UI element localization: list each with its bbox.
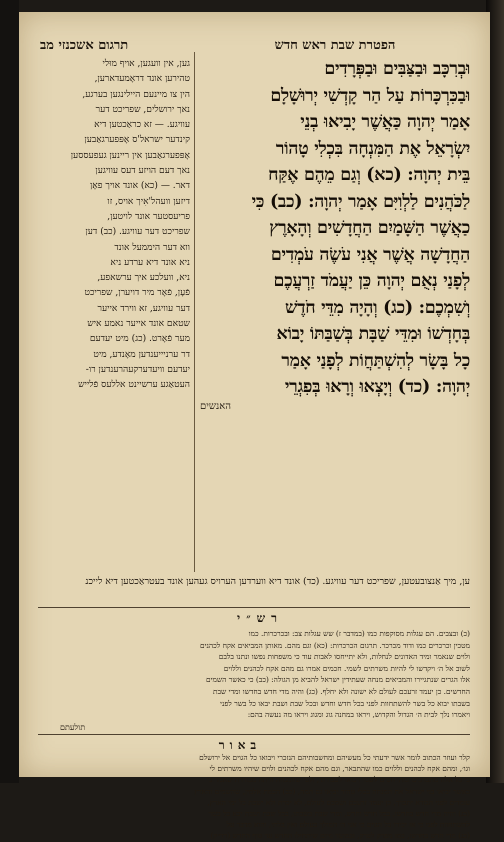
rashi-line: אלו הגרים שנתגיירו והמביאים מנחה שעתידין ישראל להביא מן הגולה: (כב) כי כאשר השמים <box>205 675 470 685</box>
biur-line: וגו׳, ומהם אקח לכהנים וללוים כמו שהתבאר, וגם מהם אקח לכהנים ולוים שיהיו משרתים לי <box>209 764 470 774</box>
main-text-line: הַחֲדָשָׁה אֲשֶׁר אֲנִי עֹשֶׂה עֹמְדִים <box>270 244 470 265</box>
main-text-line: יְהוָה: (כד) וְיָצְאוּ וְרָאוּ בְּפִגְרֵי <box>284 377 470 397</box>
rashi-line: בשבתו יבוא כל בשר להשתחוות לפני בכל חדש וחדש ובכל שבת ושבת יבאו כל בשר לפני <box>220 698 470 708</box>
column-divider <box>194 52 195 572</box>
running-header-main: הפטרת שבת ראש חדש <box>274 38 396 53</box>
translation-line: גען, אין וועגען, אויף מוּלי <box>102 59 190 69</box>
biur-line: עומדים לפני הבורא יתברך, כן יעמד זרעכם ושמכם לעולם, לא יכרת ולא ישבת כל ימי הארץ, <box>207 797 470 807</box>
translation-line: העטאַגע ערשיינט אללעס פֿלייש <box>78 380 190 391</box>
translation-line: קינדער ישראל'ס אָפּפערגאַבען <box>84 135 190 146</box>
translation-line: נאך דעם הויזע דעס עוויגען <box>95 166 190 177</box>
biur-line: כי כל אלה מתברכים ומתייחסים לשמי ויבואו לעבודתי, ולפי שהמנחה היתה מבוררת שאמר כי <box>206 775 470 785</box>
rashi-line: (כ) ובצבים. הם עגלות מסוקפות כמו (במדבר ז) שש עגלות צב: ובכרכרות. כמו <box>248 629 470 638</box>
translation-line: דער עוויגע, זא ווירד אייער <box>97 303 190 314</box>
main-hebrew-text <box>200 56 470 413</box>
main-text-line: אָמַר יְהוָה כַּאֲשֶׁר יָבִיאוּ בְנֵי <box>300 112 470 132</box>
rashi-line: ויאמרו נלך לבית ה׳ הגדול והקדוש, ויראו במחנה גוג ומגוג ויראו מה נעשה בהם: <box>247 710 470 720</box>
biur-line: קלר ועוזר הכתוב לומר אשר ידעתי כל מעשיהם ומחשבותיהם הנזכרי ויבואו כל הגוים אל ירושלם <box>199 753 470 762</box>
rashi-top-rule <box>38 607 470 608</box>
translation-line: אָפּפערגאַבען אין ריינען געפעססען <box>70 150 190 161</box>
translation-line: טהירען אונד דראָמעדארען, <box>94 74 190 85</box>
biur-line: (כג) מדי חדש בחדשו, כמו מפרק לפרק, ובמועד מיום שיתחילו החדש עד סוף החדש (רד״ק) <box>210 831 470 841</box>
biur-top-rule <box>38 734 470 735</box>
main-text-line: לְפָנַי נְאֻם יְהוָה כֵּן יַעֲמֹד זַרְעֲכֶם <box>273 271 470 291</box>
rashi-commentary <box>38 628 470 721</box>
main-text-line: וּבְרִכָּב וּבַצַּבִּים וּבַפְּרָדִים <box>324 59 470 79</box>
main-text-line: כַאֲשֶׁר הַשָּׁמַיִם הַחֲדָשִׁים וְהָאָרֶץ <box>269 218 470 238</box>
rashi-heading: רש״י <box>236 611 284 625</box>
translation-line: עוויגע. — זא כראַכטען דיא <box>94 120 190 131</box>
main-text-line: לַכֹּהֲנִים לַלְוִיִּם אָמַר יְהוָה: (כב) כִּי <box>251 191 470 212</box>
translation-line: פֿעָן, פֿאָר מיר דויערן, שפריכט <box>84 288 190 299</box>
translation-line: ניא, וועלכע איך ערשאפע, <box>97 273 190 284</box>
rashi-line: לשוב אל ה׳ ויקדשו לי להיות משרתים לשמי. חכמים אמרו גם מהם אקח לכהנים וללוים <box>223 663 470 673</box>
running-header-translation: תרגום אשכנזי מב <box>40 38 129 53</box>
rashi-line: החדשים. כן יעמד זרעכם לעולם לא ישונה ולא יחלף. (כג) והיה מדי חדש בחדשו ומדי שבת <box>212 686 470 696</box>
scan-edge-left <box>0 0 19 783</box>
german-translation-column <box>38 57 190 394</box>
translation-line: שטאם אונד אייער נאמע איש <box>87 319 190 330</box>
translation-line: דר ערניייענדען מאָנדע, מיט <box>93 349 190 360</box>
translation-line: הין צו מיינעם היילינגען בערגע, <box>82 89 190 100</box>
translation-line: שפריכט דער עוויגע. (כב) דען <box>85 227 190 238</box>
translation-line: נאך ירושלים, שפריכט דער <box>95 104 190 115</box>
rashi-line: ולוים שנאמר ומיד האדונים לנחלות, ולא יתייחסו לאבות עוד כי משפחות נפשו ונתנו בלבם <box>218 652 470 662</box>
translation-line: דאר. — (כא) אונד אויך פאָן <box>89 181 190 192</box>
translation-line: ניא אונד דיא ערדע ניא <box>110 257 190 268</box>
translation-line: פריעסטער אונד לויטען, <box>107 211 190 222</box>
translation-line: ווא דער היממעל אונד <box>114 242 190 253</box>
main-text-line: בֵּית יְהוָה: (כא) וְגַם מֵהֶם אֶקַּח <box>268 165 470 185</box>
biur-heading: באור <box>218 738 262 752</box>
translation-line: דיזען וועהל'אִיך אויס, זו <box>107 196 190 207</box>
rashi-catchword: תולעתם <box>60 723 86 732</box>
translation-line: יעדעם וויעדערקעהרענדען רו- <box>85 364 190 375</box>
translation-full-width-line: ען, מיך אַנצובעטען, שפריכט דער עוויגע. (כד) אונד דיא ווערדען הערויס געהען אונד בעטראַכטען דיא לייכנ <box>85 576 470 587</box>
biur-line: כאשר יביאו בני ישראל את המנחה בכלי טהור יביאו גם המה, (כב) הכמת אלמין, שהשמים והארץ <box>194 786 470 796</box>
main-text-line: בְּחָדְשׁוֹ וּמִדֵּי שַׁבָּת בְּשַׁבַּתּוֹ יָבוֹא <box>276 324 470 344</box>
biur-line: (כג) והיה מדי חדש בחדשו, בכל חדש וחדש, ומדי שבת בשבתו, בכל שבת ושבת יבא כל בשר <box>208 808 470 818</box>
main-text-line: וְשִׁמְכֶם: (כג) וְהָיָה מִדֵּי חֹדֶשׁ <box>285 297 470 318</box>
main-catchword: האנשים <box>200 400 231 412</box>
main-text-line: יִשְׂרָאֵל אֶת הַמִּנְחָה בִּכְלִי טָהוֹר <box>275 138 470 159</box>
translation-line: מער פֿאָרט. (כג) מיט יעדעם <box>89 334 190 345</box>
rashi-line: מטכין וכרכרים כמו ודוד מכרכר. תרגום הכרכרות: (כא) וגם מהם. מאותן המביאים אקח לכהנים <box>199 640 470 650</box>
biur-line: להשתחוות לפני כי אז יכירו כל הגוים כי אני ה׳ המולך בעולם ואין בלתי, והוא מדבר על <box>226 820 470 830</box>
main-text-line: וּבַכִּרְכָּרוֹת עַל הַר קָדְשִׁי יְרוּשָׁלָם <box>270 85 470 106</box>
biur-commentary <box>38 752 470 842</box>
main-text-line: כָל בָּשָׂר לְהִשְׁתַּחֲוֹת לְפָנַי אָמַר <box>281 350 470 371</box>
